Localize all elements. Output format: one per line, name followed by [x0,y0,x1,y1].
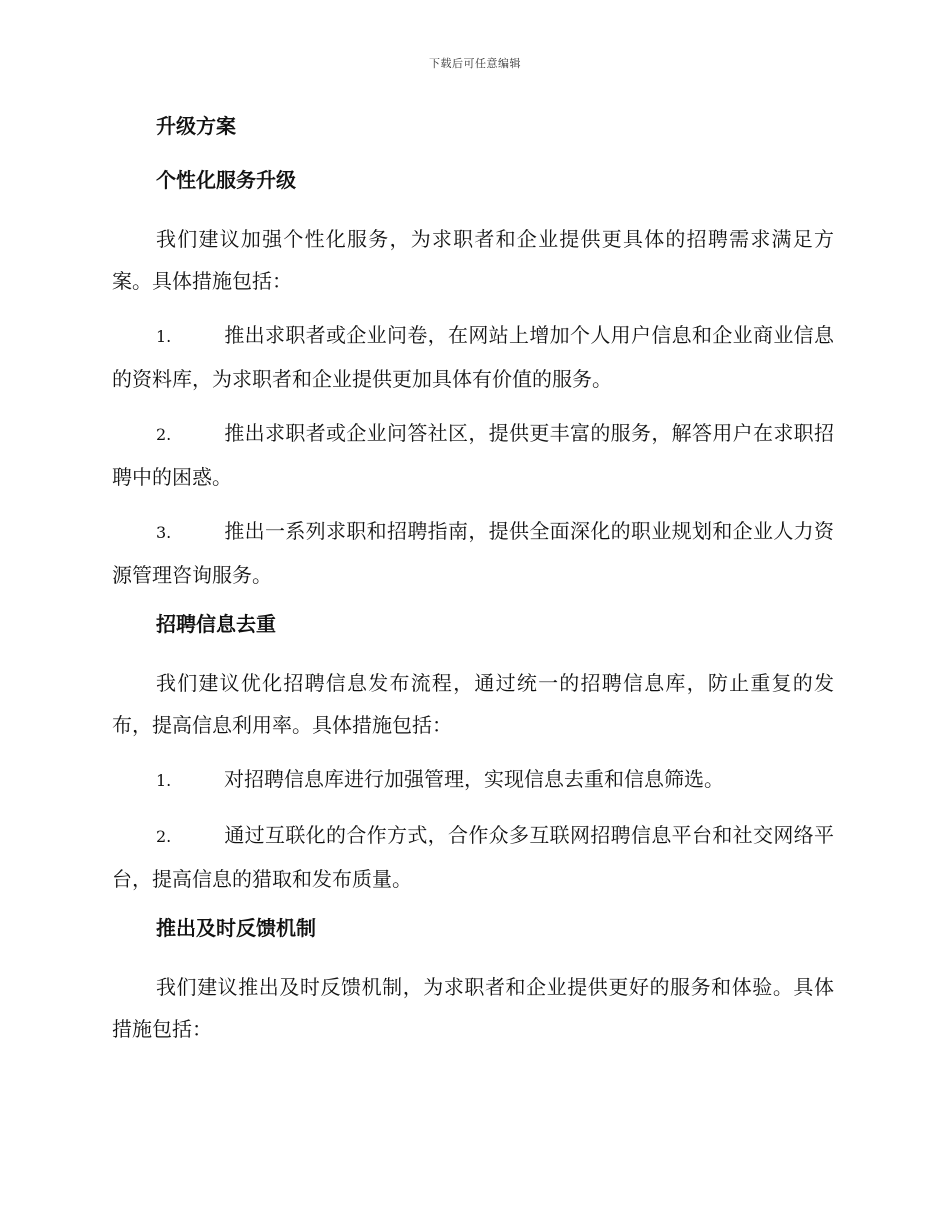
section-heading: 个性化服务升级 [156,168,296,192]
list-number: 2. [156,425,172,444]
list-item [112,510,834,596]
section-heading: 推出及时反馈机制 [156,916,316,940]
list-text: 推出一系列求职和招聘指南，提供全面深化的职业规划和企业人力资源管理咨询服务。 [112,519,834,587]
list-text: 通过互联化的合作方式，合作众多互联网招聘信息平台和社交网络平台，提高信息的猎取和发布质量。 [112,823,834,891]
list-number: 3. [156,523,172,542]
page-header-note: 下载后可任意编辑 [429,57,521,70]
list-item [112,758,834,802]
list-text: 推出求职者或企业问卷，在网站上增加个人用户信息和企业商业信息的资料库，为求职者和企业提供更加具体有价值的服务。 [112,323,834,391]
section-intro: 我们建议加强个性化服务，为求职者和企业提供更具体的招聘需求满足方案。具体措施包括： [112,227,834,293]
list-number: 1. [156,327,172,346]
document-body [112,110,834,1062]
list-number: 1. [156,771,172,790]
list-item [112,814,834,900]
list-item [112,314,834,400]
list-item [112,412,834,498]
list-number: 2. [156,827,172,846]
section-intro: 我们建议优化招聘信息发布流程，通过统一的招聘信息库，防止重复的发布，提高信息利用率。具体措施包括： [112,671,834,737]
document-title: 升级方案 [156,114,236,138]
section-heading: 招聘信息去重 [156,612,276,636]
section-intro: 我们建议推出及时反馈机制，为求职者和企业提供更好的服务和体验。具体措施包括： [112,975,834,1041]
list-text: 对招聘信息库进行加强管理，实现信息去重和信息筛选。 [224,767,724,791]
list-text: 推出求职者或企业问答社区，提供更丰富的服务，解答用户在求职招聘中的困惑。 [112,421,834,489]
